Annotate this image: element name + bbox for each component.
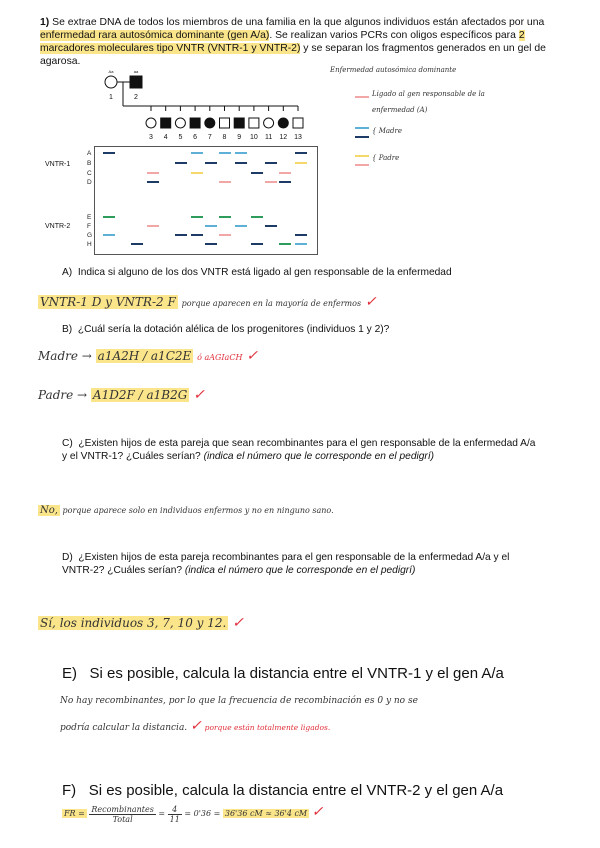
intro-text-a: Se extrae DNA de todos los miembros de una familia en la que algunos individuos están afectados por una (52, 17, 545, 28)
lane-label: F (87, 223, 91, 230)
gel-band (191, 152, 203, 154)
pedigree-chart (95, 68, 325, 148)
child-symbol (278, 118, 288, 128)
gel-band (279, 243, 291, 245)
legend-yellow-line (355, 155, 369, 157)
gel-band (147, 225, 159, 227)
child-number: 5 (178, 134, 183, 141)
child-number: 6 (193, 134, 198, 141)
gel-band (295, 152, 307, 154)
question-f: F) Si es posible, calcula la distancia entre el VNTR-2 y el gen A/a (62, 782, 504, 799)
child-symbol (249, 118, 259, 128)
answer-b-father: Padre → A1D2F / a1B2G ✓ (38, 387, 205, 403)
answer-f: FR = $\frac{\text{Recombinantes}}{\text{Total}}$ = $\frac{4}{11}$ = 0'36 = 36'36 cM ≈ 36'4 cM ✓ (64, 804, 324, 824)
child-symbol (293, 118, 303, 128)
child-number: 12 (279, 134, 288, 141)
gel-band (103, 152, 115, 154)
child-symbol (161, 118, 171, 128)
child-symbol (234, 118, 244, 128)
child-symbol (190, 118, 200, 128)
legend-father: { Padre (372, 154, 400, 162)
answer-b-mother: Madre → a1A2H / a1C2E ó aAGIaCH ✓ (38, 348, 258, 364)
intro-text-c: y se separan los fragmentos generados en un gel de agarosa. (40, 43, 546, 67)
child-number: 10 (250, 134, 258, 141)
gel-band (265, 162, 277, 164)
gel-band (103, 216, 115, 218)
child-symbol (264, 118, 274, 128)
markers-highlight: 2 marcadores moleculares tipo VNTR (VNTR-1 y VNTR-2) (40, 30, 525, 54)
child-symbol (175, 118, 185, 128)
lane-label: A (87, 150, 92, 157)
answer-a: VNTR-1 D y VNTR-2 F porque aparecen en la mayoría de enfermos ✓ (40, 294, 377, 310)
gel-band (279, 172, 291, 174)
vntr1-label: VNTR-1 (45, 161, 71, 168)
lane-label: B (87, 160, 92, 167)
gel-band (235, 152, 247, 154)
question-e: E) Si es posible, calcula la distancia entre el VNTR-1 y el gen A/a (62, 665, 504, 682)
answer-c: No, porque aparece solo en individuos enfermos y no en ninguno sano. (40, 505, 334, 516)
legend-red-line-2 (355, 164, 369, 166)
legend-title: Enfermedad autosómica dominante (330, 66, 457, 74)
gel-band (251, 172, 263, 174)
child-number: 9 (237, 134, 242, 141)
gel-band (235, 225, 247, 227)
legend-linked: Ligado al gen responsable de la enfermedad (A) (372, 90, 485, 114)
gel-band (191, 216, 203, 218)
gel-band (295, 243, 307, 245)
child-number: 7 (207, 134, 212, 141)
vntr2-label: VNTR-2 (45, 223, 71, 230)
lane-label: E (87, 214, 92, 221)
answer-e-line1: No hay recombinantes, por lo que la frecuencia de recombinación es 0 y no se (60, 696, 418, 706)
gel-band (219, 152, 231, 154)
gel-band (219, 181, 231, 183)
parent-number: 2 (134, 94, 138, 101)
parent-1-symbol (105, 76, 117, 88)
legend-mother: { Madre (372, 127, 402, 135)
gel-band (219, 234, 231, 236)
child-number: 11 (264, 134, 273, 141)
gel-band (279, 181, 291, 183)
question-d: D) ¿Existen hijos de esta pareja recombinantes para el gen responsable de la enfermedad A/a y el VNTR-2? ¿Cuáles serían? (indica el número que le corresponde en el pedigrí) (62, 552, 510, 576)
child-symbol (220, 118, 230, 128)
gel-band (147, 181, 159, 183)
parent-genotype: Aa (108, 69, 114, 74)
lane-label: D (87, 179, 92, 186)
gel-band (295, 162, 307, 164)
agarose-gel (87, 146, 318, 255)
child-number: 4 (163, 134, 168, 141)
question-c: C) ¿Existen hijos de esta pareja que sean recombinantes para el gen responsable de la enfermedad A/a y el VNTR-1? ¿Cuáles serían? (indica el número que le corresponde en el pedigrí) (62, 438, 536, 462)
parent-genotype: aa (133, 69, 139, 74)
gel-band (251, 216, 263, 218)
parent-2-symbol (130, 76, 142, 88)
gel-band (103, 234, 115, 236)
gel-band (131, 243, 143, 245)
child-symbol (205, 118, 215, 128)
gel-band (265, 225, 277, 227)
answer-e-line2: podría calcular la distancia. ✓ porque están totalmente ligados. (60, 718, 331, 734)
legend-navy-line (355, 136, 369, 138)
intro-text-b: . Se realizan varios PCRs con oligos específicos para (269, 30, 516, 41)
gel-band (265, 181, 277, 183)
gel-band (251, 243, 263, 245)
child-number: 8 (222, 134, 227, 141)
child-number: 13 (294, 134, 302, 141)
gel-band (175, 234, 187, 236)
child-number: 3 (149, 134, 153, 141)
answer-d: Sí, los individuos 3, 7, 10 y 12. ✓ (40, 615, 244, 631)
child-symbol (146, 118, 156, 128)
gel-band (191, 234, 203, 236)
lane-label: C (87, 170, 92, 177)
gel-band (205, 162, 217, 164)
gel-band (191, 172, 203, 174)
gel-band (235, 162, 247, 164)
question-a: A) Indica si alguno de los dos VNTR está ligado al gen responsable de la enfermedad (62, 267, 452, 278)
gel-band (175, 162, 187, 164)
question-1-text (40, 16, 560, 68)
lane-label: G (87, 232, 93, 239)
gel-band (205, 243, 217, 245)
lane-label: H (87, 241, 92, 248)
parent-number: 1 (109, 94, 113, 101)
gel-band (147, 172, 159, 174)
disease-highlight: enfermedad rara autosómica dominante (gen A/a) (40, 30, 270, 41)
gel-band (219, 216, 231, 218)
legend-red-line (355, 96, 369, 98)
question-number: 1) (40, 17, 50, 28)
gel-band (295, 234, 307, 236)
question-b: B) ¿Cuál sería la dotación alélica de los progenitores (individuos 1 y 2)? (62, 324, 390, 335)
gel-band (205, 225, 217, 227)
legend-blue-line-1 (355, 127, 369, 129)
